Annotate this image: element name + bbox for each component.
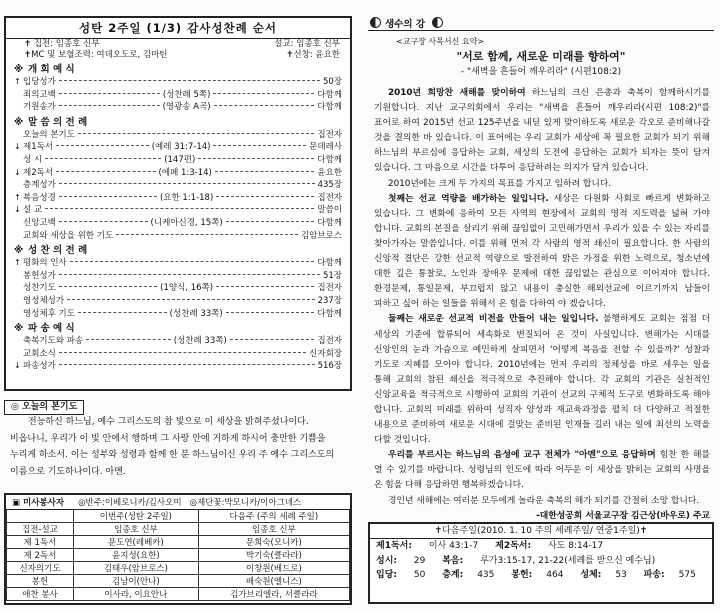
reading1 [376, 541, 478, 551]
item-leader: 다함께 [317, 154, 342, 165]
liturgy-item [6, 141, 350, 154]
item-leader: 다함께 [317, 102, 342, 113]
right-column [368, 6, 714, 606]
section-title: 파 송 예 식 [28, 323, 75, 335]
roster-cell-role: 봉헌 [7, 575, 74, 588]
prayer-text: 전능하신 하느님, 예수 그리스도의 참 빛으로 이 세상을 밝혀주셨나이다. 비옵나니, 우리가 이 빛 안에서 행하며 그 사랑 안에 거하게 하시어 충만한 기쁨을 누리게 하소서. 이는 성부와 성령과 함께 한 분 하느님이신 우리 주 예수 그리스도의 이름으로 기도하나이다. 아멘. [10, 417, 335, 477]
p5-text: 힘찬 한 해를 열 수 있기를 바랍니다. 성령님의 인도에 따라 어두운 이 세상을 밝히는 교회의 사명을 온 힘을 다해 응답하면 행복하겠습니다. [374, 450, 710, 491]
sermon-subtitle: - "새벽을 흔들어 깨우리라" (시편108:2) [460, 67, 622, 77]
item-leader: 김암브로스 [300, 230, 342, 241]
cantor-text: ✝선창: 윤요한 [286, 50, 340, 60]
liturgy-item [6, 348, 350, 361]
roster-corner-cell [7, 510, 74, 523]
item-reference: (147편) [164, 154, 196, 165]
gospel [442, 556, 655, 566]
posture-arrow-icon: ↑ [14, 258, 21, 268]
reading2-value: 사도 8:14-17 [547, 541, 604, 551]
section-bullet-icon: ※ [14, 245, 24, 257]
item-label: 영성체성가 [23, 295, 65, 306]
section-heading [6, 323, 350, 335]
celebrant-text: ✝ 집전: 임종호 신부 [24, 39, 100, 49]
item-leader: 51장 [322, 270, 342, 281]
roster-cell-this: 임종호 신부 [74, 523, 199, 536]
item-reference: (성찬례 33쪽) [169, 308, 223, 319]
p4-text: 불행하게도 교회는 점점 더 세상의 기준에 합류되어 세속화로 변질되어 온 것이 사실입니다. 변해가는 시대를 신앙인의 눈과 가슴으로 예민하게 살피면서 '어떻게 복음을 전할 수 있을까?' 성찰과 기도로 지혜를 모아야 합니다. 2010년에는 먼저 우리의 정체성을 바로 세우는 일을 통해 교회의 참된 쇄신을 적극적으로 추진해야 합니다. 각 교회의 기관은 실천적인 신앙교육을 적극적으로 시행하여 교회의 기관이 선교의 구체적 도구로 변화하도록 해야 합니다. 교회의 미래를 위하여 성직자 양성과 재교육과정을 펼치 더 다양하고 적절한 내용으로 준비하여 새로운 시대에 걸맞는 준비된 인재들 길러 내는 일에 최선의 노력을 다할 것입니다. [374, 314, 710, 446]
table-row [7, 523, 350, 536]
item-label: 죄의고백 [23, 89, 56, 100]
posture-arrow-icon: ↑ [14, 192, 21, 202]
gradual-value: 435 [477, 570, 495, 580]
section-bullet-icon: ※ [14, 116, 24, 128]
roster-heading-text: 미사봉사자 [23, 498, 65, 508]
roster-header [6, 495, 350, 510]
item-label: 복음성경 [23, 192, 56, 203]
prayer-header [4, 394, 352, 412]
roster-cell-next: 문희숙(모니카) [198, 536, 349, 549]
item-leader: 집전자 [317, 129, 342, 140]
leader-dashes [213, 145, 306, 146]
item-leader: 윤요한 [317, 167, 343, 178]
roster-heading: ▣ 미사봉사자 [12, 498, 65, 508]
roster-cell-role: 제 1독서 [7, 536, 74, 549]
reading1-value: 이사 43:1-7 [428, 541, 479, 551]
leader-dashes [215, 171, 315, 172]
table-row [7, 562, 350, 575]
posture-arrow-icon: ↑ [14, 77, 21, 86]
next-hymns-row [370, 568, 712, 583]
sermon-paragraph-2: 2010년에는 크게 두 가지의 목표를 가지고 임하려 합니다. [388, 178, 612, 189]
roster-cell-this: 이사라, 이요안나 [74, 588, 199, 601]
leader-dashes [59, 286, 157, 287]
item-leader: 집전자 [317, 336, 343, 347]
roster-cell-this: 문도연(레베카) [74, 536, 199, 549]
liturgy-item [6, 308, 350, 321]
posture-arrow-icon: ↓ [14, 142, 21, 152]
item-label: 제1독서 [23, 142, 54, 153]
posture-arrow-icon: ↓ [14, 167, 21, 177]
roster-header-row [7, 510, 350, 523]
liturgy-item [6, 295, 350, 308]
liturgy-item [6, 192, 350, 205]
liturgy-item [6, 270, 350, 283]
preacher-text: 설교: 임종호 신부 [274, 39, 340, 49]
section-title: 말 씀 의 전 례 [28, 116, 88, 128]
item-reference: (니케아신경, 15쪽) [150, 217, 223, 228]
next-week-heading: ✝다음주일(2010. 1. 10 주의 세례주일/ 연중1주일)✝ [370, 524, 712, 539]
prayer-heading-tag: ◎ 오늘의 본기도 [4, 400, 84, 415]
reading2 [495, 541, 603, 551]
liturgy-item [6, 335, 350, 348]
leader-dashes [59, 221, 148, 222]
roster-cell-next: 배숙원(엘니스) [198, 575, 349, 588]
item-leader: 435장 [317, 180, 342, 191]
item-leader: 집전자 [317, 192, 343, 203]
item-label: 성찬기도 [23, 283, 56, 294]
item-label: 성 시 [23, 154, 43, 165]
roster-cell-role: 애찬 봉사 [7, 588, 74, 601]
item-label: 평화의 인사 [23, 258, 67, 269]
liturgy-item [6, 257, 350, 270]
dismissal-value: 575 [678, 570, 696, 580]
p1-lead: 2010년 희망찬 새해를 맞이하여 [388, 88, 526, 98]
item-label: 교회와 세상을 위한 기도 [23, 230, 114, 241]
liturgy-item [6, 167, 350, 180]
half-circle-icon [432, 17, 443, 28]
p3-text: 세상은 다원화 사회로 빠르게 변화하고 있습니다. 그 변화에 응하여 모든 사역의 현장에서 교회의 영적 지도력을 넓혀 가야 합니다. 교회의 본질을 살리기 위해 끊임없이 고민해가면서 우리가 있을 수 있는 자리를 찾아가자는 말씀입니다. 이를 위해 먼저 각 사람의 영적 쇄신이 필요합니다. 한 사람의 신앙적 결단은 강한 선교적 역량으로 발전하여 밝은 가정을 위한 노력으로, 청소년에 대한 깊은 통찰로, 노인과 장애우 문제에 대한 끊임없는 관심으로 이어져야 합니다. 환경문제, 통일문제, 부끄럽지 않고 내용이 충실한 해외선교에 이르기까지 남들이 피하고 싶어 하는 일들을 위해서 온 힘을 다하여 야 겠습니다. [374, 193, 710, 310]
leader-dashes [70, 261, 315, 262]
item-leader: 다함께 [317, 217, 342, 228]
item-label: 설 교 [23, 205, 43, 216]
item-reference: (요한 1:1-18) [159, 192, 214, 203]
item-leader: 50장 [322, 77, 342, 87]
leader-dashes [59, 352, 306, 353]
sermon-header [368, 16, 714, 31]
sermon-paragraph-6: 경인년 새해에는 여러분 모두에게 놀라운 축복의 해가 되기를 간절히 소망 합니다. [388, 495, 700, 506]
item-label: 기원송가 [23, 102, 56, 113]
reading2-label: 제2독서: [495, 541, 532, 551]
item-label: 제2독서 [23, 167, 54, 178]
leader-dashes [78, 312, 167, 313]
gospel-label: 복음: [442, 555, 464, 566]
leader-dashes [59, 93, 160, 94]
roster-cell-this: 김남이(안나) [74, 575, 199, 588]
next-week-box [368, 522, 714, 604]
staff-row-2 [6, 50, 350, 61]
leader-dashes [116, 234, 298, 235]
leader-dashes [86, 339, 171, 340]
p1-text: 하느님의 크신 은총과 축복이 함께하시기를 기원합니다. 지난 교구의회에서 우리는 "새벽을 흔들어 깨우리라(시편 108:2)"를 표어로 하여 2015년 선교 125주년을 내딛 있게 맞이하도록 새로운 각오로 준비해나갈 것을 결의한 바 있습니다. 이 표어에는 우리 교회가 세상에 꼭 필요한 교회가 되기 위해 하느님의 부르심에 응답하는 교회, 세상의 도전에 응답하는 교회가 되자는 뜻이 담겨 있습니다. 그 마음으로 시간을 다투어 응답하려는 의지가 담겨 있습니다. [374, 88, 710, 174]
liturgy-item [6, 101, 350, 114]
item-label: 신앙고백 [23, 217, 56, 228]
roster-cell-this: 윤지성(요한) [74, 549, 199, 562]
psalm-value: 29 [413, 555, 426, 566]
leader-dashes [198, 158, 314, 159]
sermon-heading: 생수의 강 [385, 19, 426, 30]
leader-dashes [59, 80, 320, 81]
leader-dashes [78, 133, 314, 134]
entrance-label: 입당: [376, 570, 397, 580]
section-bullet-icon: ※ [14, 64, 24, 75]
servers-roster-box [4, 493, 352, 605]
table-row [7, 588, 350, 601]
col-this-week: 이번주(성탄 2주일) [74, 510, 199, 523]
item-label: 교회소식 [23, 348, 56, 359]
leader-dashes [59, 196, 157, 197]
table-row [7, 536, 350, 549]
offertory-label: 봉헌: [511, 570, 533, 580]
leader-dashes [56, 171, 156, 172]
sermon-body [374, 86, 710, 524]
sermon-paragraph-3 [374, 192, 710, 313]
psalm [376, 556, 425, 566]
leader-dashes [59, 105, 160, 106]
offertory-value: 464 [546, 570, 564, 580]
leader-dashes [59, 183, 315, 184]
roster-cell-role: 집전-설교 [7, 523, 74, 536]
gradual-label: 층계: [442, 570, 464, 580]
leader-dashes [214, 105, 315, 106]
section-heading [6, 117, 350, 129]
section-heading [6, 64, 350, 76]
item-leader: 다함께 [317, 89, 342, 100]
reading1-label: 제1독서: [376, 541, 412, 551]
item-leader: 237장 [317, 295, 342, 306]
gradual-hymn [442, 570, 494, 580]
leader-dashes [59, 364, 315, 365]
col-next-week: 다음주 (주의 세례 주일) [198, 510, 349, 523]
communion-value: 53 [615, 570, 627, 580]
section-title: 개 회 예 식 [28, 64, 75, 75]
leader-dashes [230, 339, 315, 340]
sermon-paragraph-4 [374, 312, 710, 448]
roster-cell-role: 제 2독서 [7, 549, 74, 562]
leader-dashes [59, 274, 320, 275]
liturgy-item [6, 89, 350, 102]
posture-arrow-icon: ↓ [14, 361, 21, 371]
liturgy-item [6, 129, 350, 142]
item-reference: (성찬례 5쪽) [162, 89, 211, 100]
roster-cell-next: 김가브리엘라, 서클라라 [198, 588, 349, 601]
item-leader: 다함께 [317, 308, 343, 319]
section-title: 성 찬 의 전 례 [28, 245, 88, 257]
leader-dashes [213, 93, 314, 94]
offertory-hymn [511, 570, 563, 580]
item-reference: (성찬례 33쪽) [173, 336, 227, 347]
p4-lead: 둘째는 새로운 선교적 비전을 만들어 내는 일입니다. [388, 314, 599, 325]
liturgy-item [6, 76, 350, 89]
roster-legend-right: ◎제단꽃:박모니카/이아그네스 [189, 498, 302, 508]
sermon-source: <교구장 사목서신 요약> [396, 37, 485, 46]
liturgy-item [6, 217, 350, 230]
roster-table [6, 510, 350, 601]
table-row [7, 575, 350, 588]
sermon-title: "서로 함께, 새로운 미래를 향하여" [456, 50, 626, 63]
item-label: 영성체후 기도 [23, 308, 75, 319]
item-reference: (에페 1:3-14) [158, 167, 212, 178]
item-leader: 신자회장 [309, 348, 342, 359]
next-psalm-gospel-row [370, 554, 712, 569]
communion-label: 성체: [580, 570, 602, 580]
item-leader: 집전자 [317, 283, 342, 294]
section-bullet-icon: ※ [14, 323, 24, 335]
dismissal-label: 파송: [643, 570, 665, 580]
item-reference: (1양식, 16쪽) [160, 283, 214, 294]
entrance-hymn [376, 570, 425, 580]
item-reference: (예레 31:7-14) [151, 142, 211, 153]
mc-text: ✝MC 및 보혈조력: 여데오도로, 김마틴 [24, 50, 168, 60]
item-reference: (영광송 A곡) [162, 102, 211, 113]
liturgy-sections [6, 64, 350, 373]
prayer-heading: 오늘의 본기도 [22, 402, 78, 412]
order-title: 성탄 2주일 (1/3) 감사성찬례 순서 [6, 18, 350, 39]
half-circle-icon [370, 17, 381, 28]
p3-lead: 첫째는 선교 역량을 배가하는 일입니다. [388, 193, 549, 204]
item-label: 층계성가 [23, 180, 56, 191]
leader-dashes [226, 312, 315, 313]
item-leader: 다함께 [317, 258, 342, 269]
entrance-value: 50 [413, 570, 426, 580]
roster-legend-left: ◎반주:이베로니카/김사오미 [78, 498, 182, 508]
item-leader: 말씀이 [317, 205, 342, 216]
table-row [7, 549, 350, 562]
roster-cell-this: 김태우(암브로스) [74, 562, 199, 575]
section-heading [6, 245, 350, 257]
liturgy-item [6, 282, 350, 295]
leader-dashes [226, 221, 315, 222]
leader-dashes [216, 196, 314, 197]
item-label: 오늘의 본기도 [23, 129, 75, 140]
liturgy-item [6, 154, 350, 167]
leader-dashes [216, 286, 314, 287]
leader-dashes [67, 299, 315, 300]
item-label: 입당성가 [23, 77, 56, 87]
item-label: 축복기도와 파송 [23, 336, 84, 347]
liturgy-item [6, 204, 350, 217]
liturgy-item [6, 360, 350, 373]
sermon-paragraph-1 [374, 86, 710, 177]
item-label: 봉헌성가 [23, 270, 56, 281]
posture-arrow-icon: ↓ [14, 205, 21, 215]
sermon-paragraph-5 [374, 448, 710, 493]
communion-hymn [580, 570, 626, 580]
staff-row-1 [6, 39, 350, 50]
roster-cell-next: 박기숙(클라라) [198, 549, 349, 562]
next-readings-row [370, 539, 712, 554]
dismissal-hymn [644, 570, 696, 580]
item-leader: 516장 [317, 361, 342, 372]
leader-dashes [45, 158, 161, 159]
p5-lead: 우리를 부르시는 하느님의 음성에 교구 전체가 "아멘"으로 응답하며 [388, 450, 656, 461]
gospel-value: 루가3:15-17, 21-22(세례를 받으신 예수님) [480, 555, 656, 566]
roster-cell-role: 신자의기도 [7, 562, 74, 575]
order-of-service-box [4, 16, 352, 391]
liturgy-item [6, 179, 350, 192]
item-label: 파송성가 [23, 361, 56, 372]
roster-cell-next: 이창원(베드로) [198, 562, 349, 575]
sermon-signature: -대한성공회 서울교구장 김근상(바우로) 주교 [536, 510, 710, 521]
item-leader: 문데레사 [309, 142, 343, 153]
roster-cell-next: 임종호 신부 [198, 523, 349, 536]
leader-dashes [56, 145, 149, 146]
liturgy-item [6, 230, 350, 243]
psalm-label: 성시: [376, 555, 397, 566]
left-column [4, 6, 352, 606]
leader-dashes [45, 208, 314, 209]
